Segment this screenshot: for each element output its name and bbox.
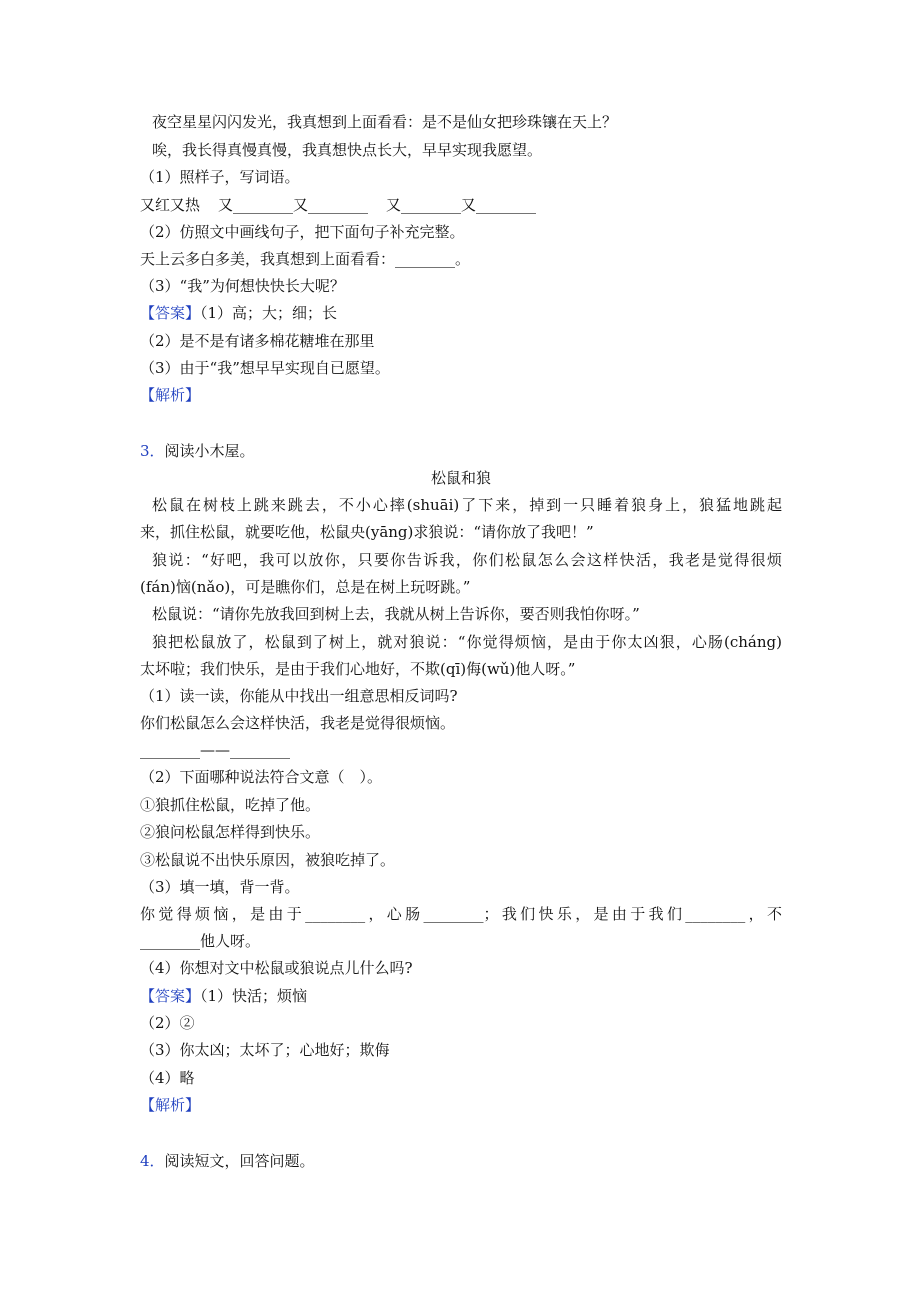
- question-2-line: 天上云多白多美，我真想到上面看看：________。: [140, 250, 471, 268]
- question-1: （1）读一读，你能从中找出一组意思相反词吗?: [140, 687, 458, 705]
- question-3-line: 你觉得烦恼，是由于________，心肠________；我们快乐，是由于我们________，不: [140, 905, 782, 923]
- passage-line: 松鼠在树枝上跳来跳去，不小心摔(shuāi)了下来，掉到一只睡着狼身上，狼猛地跳起: [152, 496, 782, 514]
- answer-tag: 【答案】: [140, 987, 201, 1005]
- answer-line: [140, 303, 782, 323]
- passage-line: 来，抓住松鼠，就要吃他，松鼠央(yāng)求狼说：“请你放了我吧！”: [140, 523, 594, 541]
- question-2: （2）下面哪种说法符合文意（ ）。: [140, 768, 383, 786]
- fill-blank: 又________又________: [218, 196, 369, 214]
- question-4: （4）你想对文中松鼠或狼说点儿什么吗?: [140, 959, 413, 977]
- answer-text: （2）②: [140, 1014, 195, 1032]
- passage-line: 夜空星星闪闪发光，我真想到上面看看：是不是仙女把珍珠镶在天上？: [152, 113, 618, 131]
- answer-text: （3）你太凶；太坏了；心地好；欺侮: [140, 1041, 390, 1059]
- question-1-sentence: 你们松鼠怎么会这样快活，我老是觉得很烦恼。: [140, 714, 456, 732]
- section-heading: [140, 441, 782, 461]
- analysis-tag: 【解析】: [140, 386, 201, 404]
- question-3: （3）“我”为何想快快长大呢？: [140, 277, 345, 295]
- section-title: 阅读小木屋。: [164, 442, 255, 460]
- section-number: 4．: [140, 1152, 165, 1170]
- fill-blank: 又________又________: [386, 196, 537, 214]
- answer-text: （1）高；大；细；长: [200, 304, 338, 322]
- passage-line: (fán)恼(nǎo)，可是瞧你们，总是在树上玩呀跳。”: [140, 578, 471, 596]
- answer-text: （3）由于“我”想早早实现自已愿望。: [140, 359, 390, 377]
- answer-text: （1）快活；烦恼: [200, 987, 308, 1005]
- story-title: 松鼠和狼: [430, 469, 491, 487]
- answer-text: （2）是不是有诸多棉花糖堆在那里: [140, 332, 375, 350]
- passage-line: 松鼠说：“请你先放我回到树上去，我就从树上告诉你，要否则我怕你呀。”: [152, 605, 640, 623]
- answer-tag: 【答案】: [140, 304, 201, 322]
- section-number: 3．: [140, 442, 165, 460]
- fill-blank: ________——________: [140, 741, 290, 759]
- answer-text: （4）略: [140, 1069, 195, 1087]
- passage-line: 狼把松鼠放了，松鼠到了树上，就对狼说：“你觉得烦恼，是由于你太凶狠，心肠(cháng): [152, 633, 782, 651]
- question-1: （1）照样子，写词语。: [140, 168, 300, 186]
- analysis-tag: 【解析】: [140, 1096, 201, 1114]
- example-words: 又红又热: [140, 196, 201, 214]
- question-2: （2）仿照文中画线句子，把下面句子补充完整。: [140, 223, 465, 241]
- question-1-line: [140, 195, 782, 215]
- option-2: ②狼问松鼠怎样得到快乐。: [140, 823, 321, 841]
- option-1: ①狼抓住松鼠，吃掉了他。: [140, 796, 321, 814]
- answer-line: [140, 986, 782, 1006]
- section-heading: [140, 1151, 782, 1171]
- section-title: 阅读短文，回答问题。: [164, 1152, 315, 1170]
- question-3: （3）填一填，背一背。: [140, 878, 300, 896]
- passage-line: 狼说：“好吧，我可以放你，只要你告诉我，你们松鼠怎么会这样快活，我老是觉得很烦: [152, 551, 782, 569]
- passage-line: 太坏啦；我们快乐，是由于我们心地好，不欺(qī)侮(wǔ)他人呀。”: [140, 660, 576, 678]
- question-3-line: ________他人呀。: [140, 932, 261, 950]
- passage-line: 唉，我长得真慢真慢，我真想快点长大，早早实现我愿望。: [152, 141, 543, 159]
- option-3: ③松鼠说不出快乐原因，被狼吃掉了。: [140, 851, 396, 869]
